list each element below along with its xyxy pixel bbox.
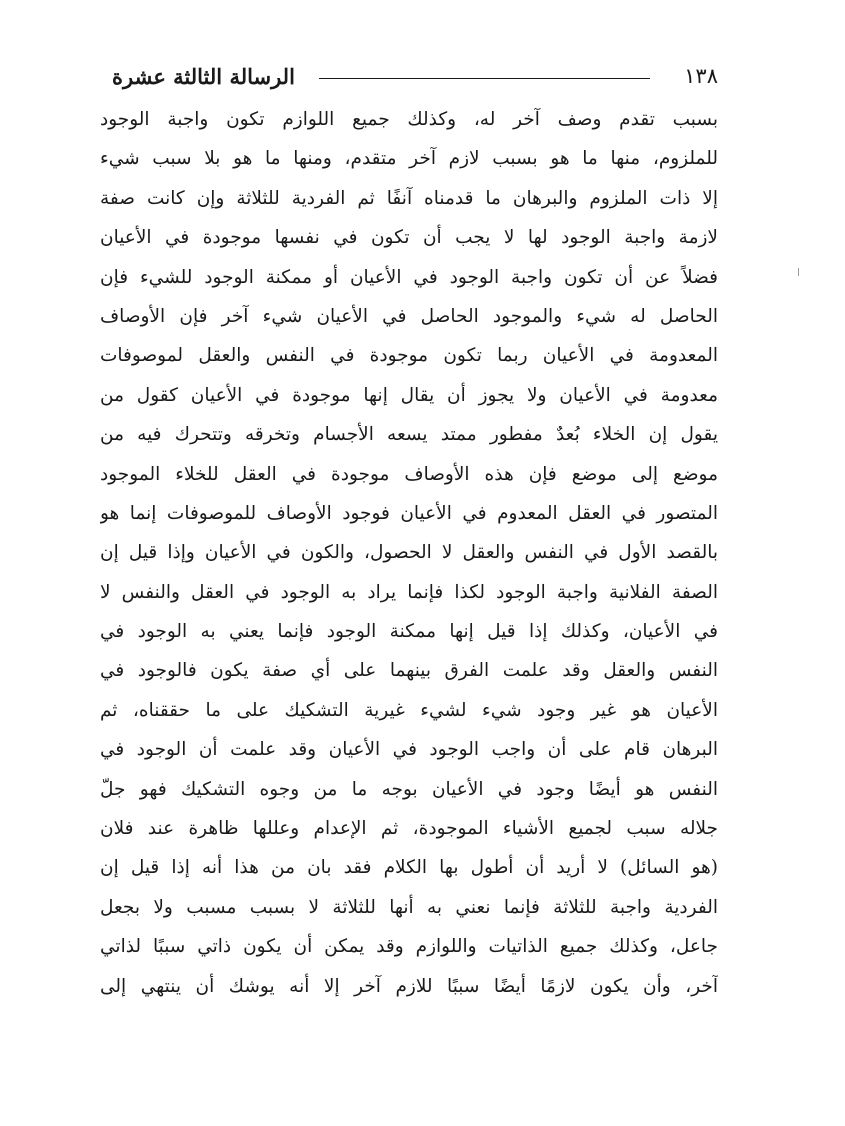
text-line: الفردية واجبة للثلاثة فإنما نعني به أنها للثلاثة لا بسبب مسبب ولا بجعل <box>100 896 718 918</box>
text-line: يقول إن الخلاء بُعدٌ مفطور ممتد يسعه الأجسام وتخرقه وتتحرك فيه من <box>100 424 718 446</box>
text-line: الحاصل له شيء والموجود الحاصل في الأعيان شيء آخر فإن الأوصاف <box>100 305 718 327</box>
text-line: (هو السائل) لا أريد أن أطول بها الكلام فقد بان من هذا أنه إذا قيل إن <box>100 857 718 879</box>
header-rule <box>319 78 650 79</box>
text-line: البرهان قام على أن واجب الوجود في الأعيان وقد علمت أن الوجود في <box>100 739 718 761</box>
text-line: للملزوم، منها ما هو بسبب لازم آخر متقدم، ومنها ما هو بلا سبب شيء <box>100 148 718 170</box>
text-line: المعدومة في الأعيان ربما تكون موجودة في النفس والعقل لموصوفات <box>100 345 718 367</box>
margin-mark <box>798 268 799 276</box>
running-title: الرسالة الثالثة عشرة <box>112 63 295 89</box>
text-line: الأعيان هو غير وجود شيء لشيء غيرية التشكيك على ما حققناه، ثم <box>100 699 718 721</box>
text-line: الصفة الفلانية واجبة الوجود لكذا فإنما يراد به الوجود في العقل والنفس لا <box>100 581 718 603</box>
text-line: معدومة في الأعيان ولا يجوز أن يقال إنها موجودة في الأعيان كقول من <box>100 384 718 406</box>
text-line: النفس هو أيضًا وجود في الأعيان بوجه ما من وجوه التشكيك فهو جلّ <box>100 778 718 800</box>
text-line: آخر، وأن يكون لازمًا أيضًا سببًا للازم آخر إلا أنه يوشك أن ينتهي إلى <box>100 975 718 997</box>
text-line: موضع إلى موضع فإن هذه الأوصاف موجودة في العقل للخلاء الموجود <box>100 463 718 485</box>
text-line: بالقصد الأول في النفس والعقل لا الحصول، والكون في الأعيان وإذا قيل إن <box>100 542 718 564</box>
text-line: لازمة واجبة الوجود لها لا يجب أن تكون في نفسها موجودة في الأعيان <box>100 227 718 249</box>
text-line: في الأعيان، وكذلك إذا قيل إنها ممكنة الوجود فإنما يعني به الوجود في <box>100 621 718 643</box>
text-line: بسبب تقدم وصف آخر له، وكذلك جميع اللوازم تكون واجبة الوجود <box>100 109 718 130</box>
running-header <box>112 58 718 94</box>
text-line: فضلاً عن أن تكون واجبة الوجود في الأعيان أو ممكنة الوجود للشيء فإن <box>100 266 718 288</box>
text-line: إلا ذات الملزوم والبرهان ما قدمناه آنفًا ثم الفردية للثلاثة وإن كانت صفة <box>100 187 718 209</box>
page-number: ١٣٨ <box>684 64 718 88</box>
text-line: جلاله سبب لجميع الأشياء الموجودة، ثم الإعدام وعللها ظاهرة عند فلان <box>100 818 718 840</box>
text-line: النفس والعقل وقد علمت الفرق بينهما على أي صفة يكون فالوجود في <box>100 660 718 682</box>
text-line: جاعل، وكذلك جميع الذاتيات واللوازم وقد يمكن أن يكون ذاتي سببًا لذاتي <box>100 936 718 958</box>
body-text <box>100 100 718 1006</box>
text-line: المتصور في العقل المعدوم في الأعيان فوجود الأوصاف للموصوفات إنما هو <box>100 502 718 524</box>
